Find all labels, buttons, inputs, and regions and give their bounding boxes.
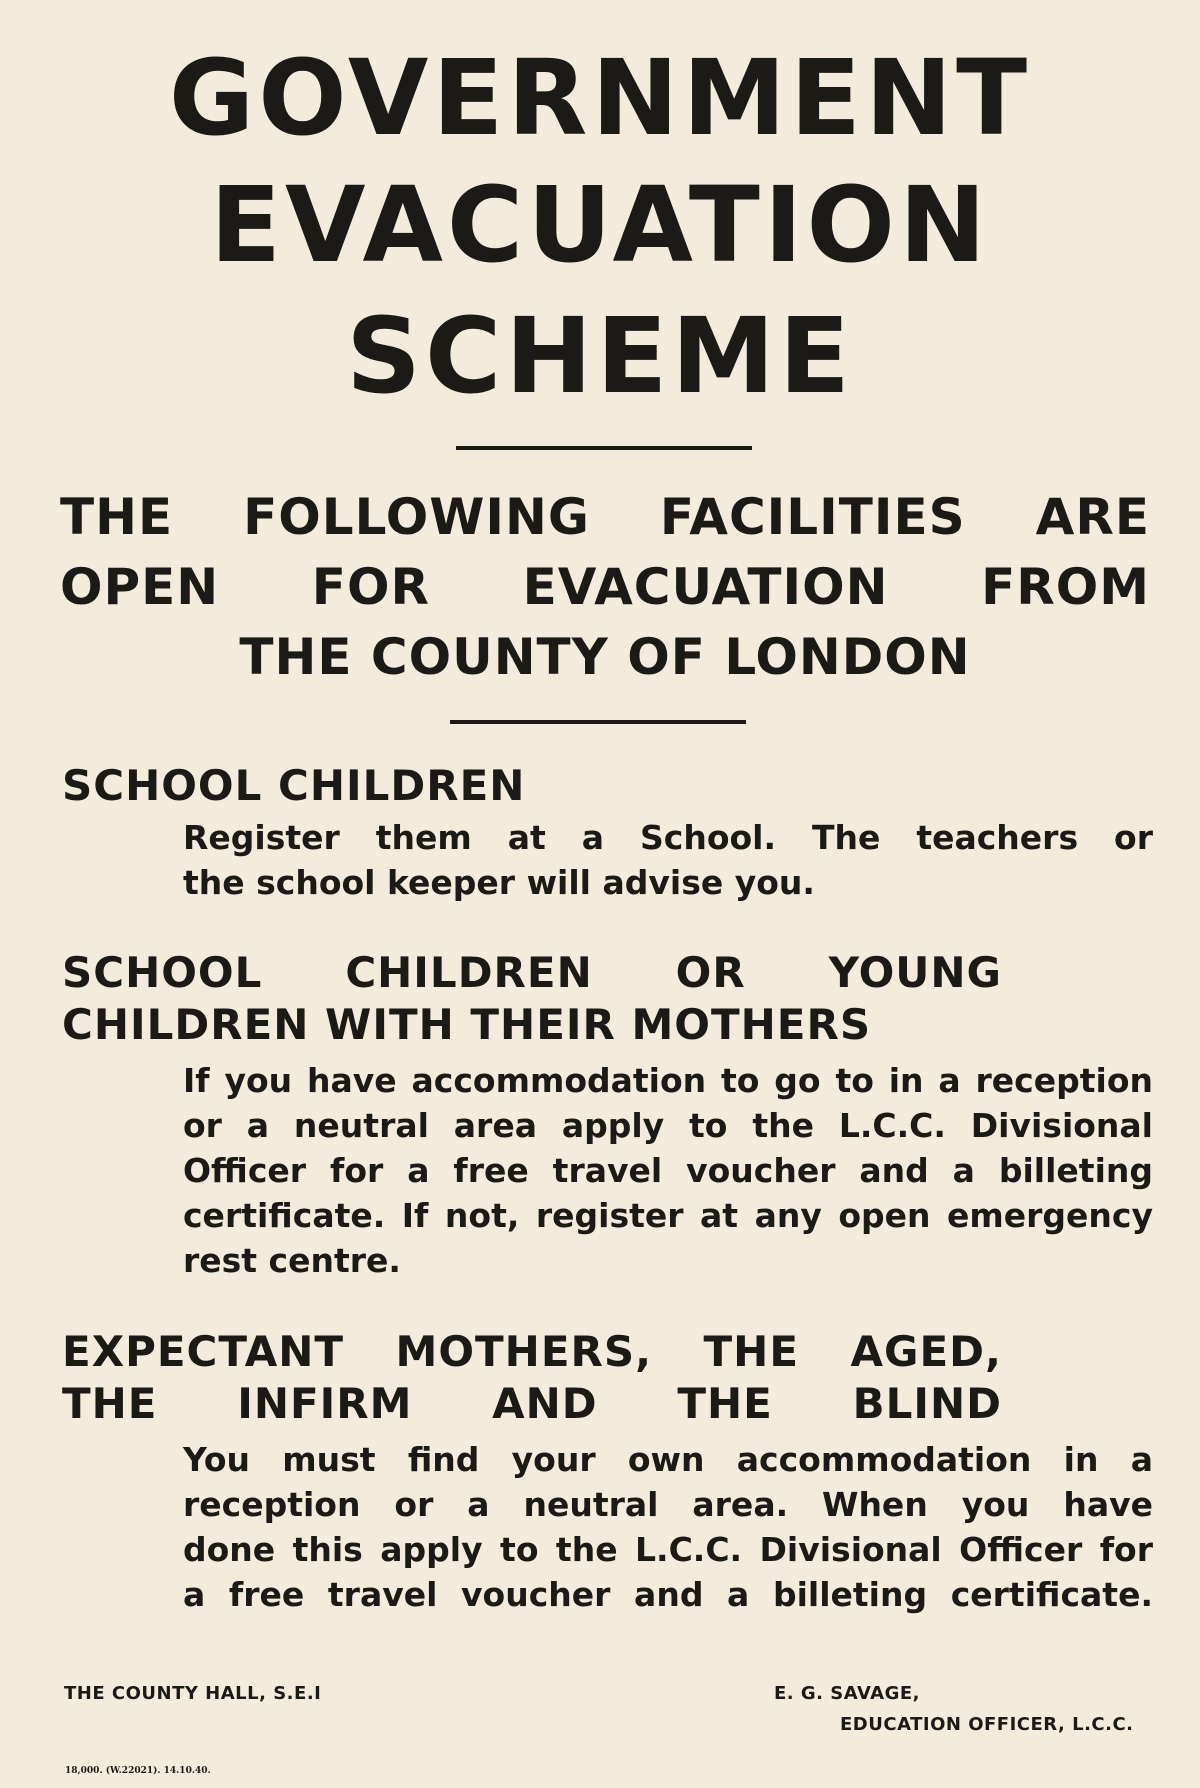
- section-heading-expectant-mothers: [62, 1326, 1002, 1430]
- section-body-line: the school keeper will advise you.: [183, 863, 815, 902]
- divider-rule-bottom: [450, 720, 746, 724]
- section-heading-line: SCHOOL CHILDREN: [62, 761, 526, 810]
- section-body-line: rest centre.: [183, 1241, 401, 1280]
- footer-signatory-title: EDUCATION OFFICER, L.C.C.: [840, 1714, 1134, 1735]
- section-heading-school-children: [62, 760, 525, 812]
- section-body-line: Register them at a School. The teachers or: [183, 818, 1153, 857]
- footer-address: THE COUNTY HALL, S.E.I: [64, 1683, 322, 1704]
- poster-title-line-3: SCHEME: [346, 295, 854, 417]
- poster-title-line-1: GOVERNMENT: [168, 37, 1032, 159]
- section-heading-children-with-mothers: [62, 947, 1002, 1051]
- subtitle-block: [60, 482, 1150, 692]
- divider-rule-top: [456, 446, 752, 450]
- section-heading-line: SCHOOL CHILDREN OR YOUNG: [62, 948, 1002, 997]
- subtitle-line-3: THE COUNTY OF LONDON: [239, 628, 971, 686]
- subtitle-line-1: THE FOLLOWING FACILITIES ARE: [60, 488, 1150, 546]
- section-body-line: done this apply to the L.C.C. Divisional Officer for: [183, 1530, 1153, 1569]
- print-code: 18,000. (W.22021). 14.10.40.: [65, 1766, 211, 1776]
- section-body-line: reception or a neutral area. When you have: [183, 1485, 1153, 1524]
- section-body-line: Officer for a free travel voucher and a billeting: [183, 1151, 1153, 1190]
- section-body-line: certificate. If not, register at any open emergency: [183, 1196, 1153, 1235]
- subtitle-line-2: OPEN FOR EVACUATION FROM: [60, 558, 1150, 616]
- section-heading-line: EXPECTANT MOTHERS, THE AGED,: [62, 1327, 1002, 1376]
- section-body-line: a free travel voucher and a billeting certificate.: [183, 1575, 1153, 1614]
- section-body-line: You must find your own accommodation in a: [183, 1440, 1153, 1479]
- footer-signatory-name: E. G. SAVAGE,: [774, 1683, 920, 1704]
- section-heading-line: CHILDREN WITH THEIR MOTHERS: [62, 1000, 872, 1049]
- section-heading-line: THE INFIRM AND THE BLIND: [62, 1379, 1002, 1428]
- section-body-children-with-mothers: [183, 1058, 1153, 1283]
- section-body-line: or a neutral area apply to the L.C.C. Divisional: [183, 1106, 1153, 1145]
- section-body-expectant-mothers: [183, 1437, 1153, 1617]
- section-body-school-children: [183, 815, 1153, 905]
- poster-title-line-2: EVACUATION: [209, 164, 991, 286]
- section-body-line: If you have accommodation to go to in a reception: [183, 1061, 1153, 1100]
